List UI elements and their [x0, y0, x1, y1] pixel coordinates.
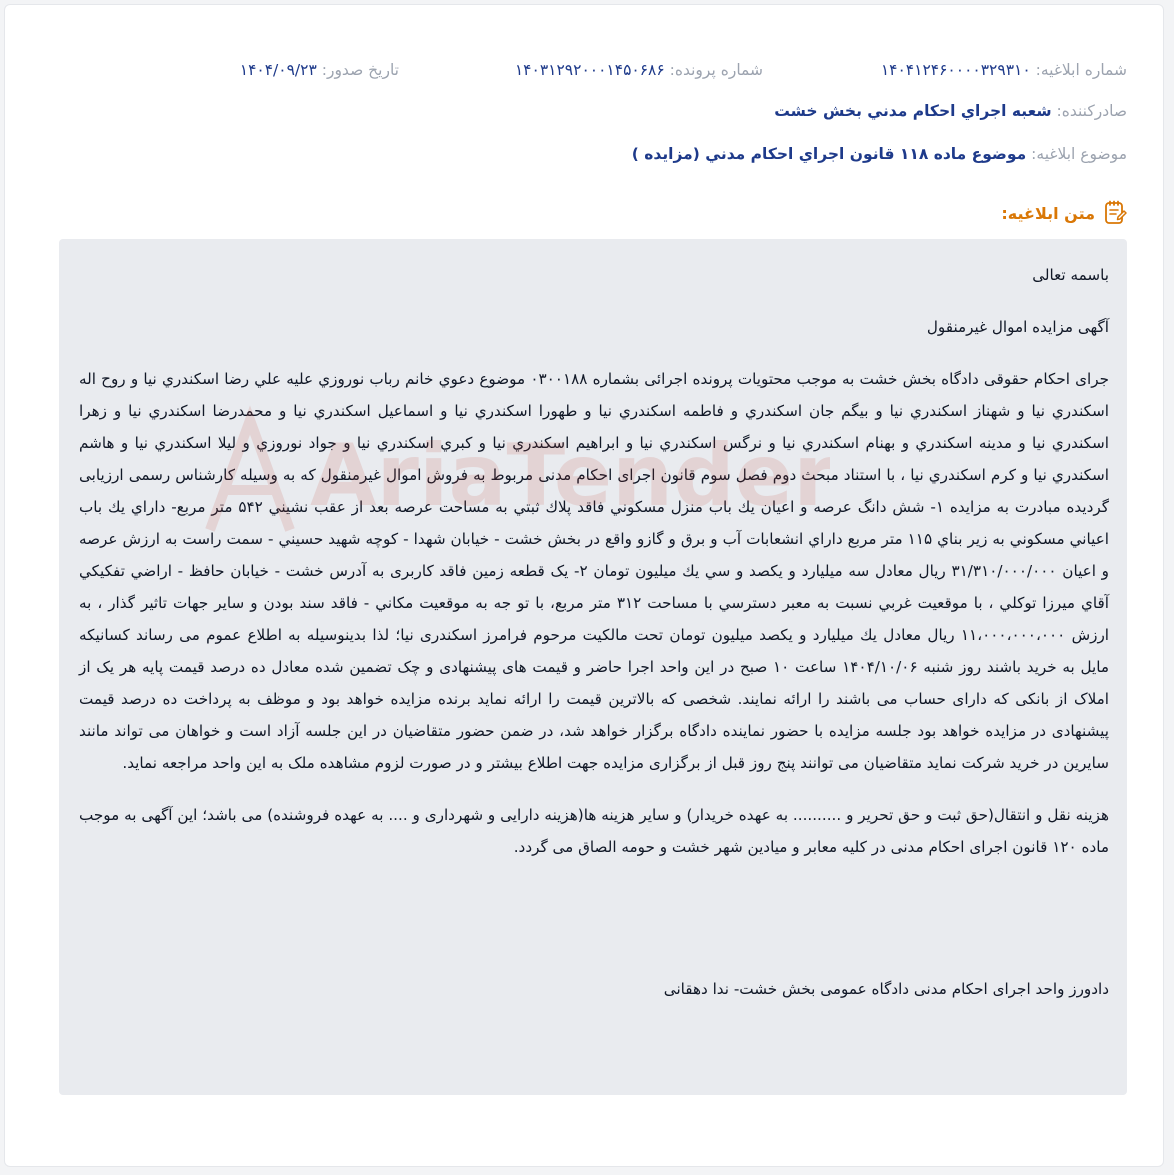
issuer-label: صادرکننده: — [1056, 102, 1127, 120]
issue-date-value: ۱۴۰۴/۰۹/۲۳ — [239, 61, 317, 79]
subject-row — [40, 140, 1127, 168]
greeting: باسمه تعالی — [1032, 266, 1109, 284]
issue-date — [240, 56, 399, 84]
notice-text-title: متن ابلاغيه: — [1001, 203, 1095, 223]
notice-heading: آگهی مزایده اموال غیرمنقول — [926, 318, 1109, 336]
case-number-label: شماره پرونده: — [669, 61, 763, 79]
issuer-row — [40, 97, 1127, 125]
notice-meta-row — [40, 56, 1127, 84]
document-text-icon — [1103, 200, 1127, 226]
notice-text-header — [1001, 198, 1127, 228]
issue-date-label: تاریخ صدور: — [321, 61, 399, 79]
subject-label: موضوع ابلاغيه: — [1031, 145, 1127, 163]
notice-paragraph-1: جرای احکام حقوقی دادگاه بخش خشت به موجب محتویات پرونده اجرائی بشماره ۰۳۰۰۱۸۸ موضوع دعوي خانم رباب نوروزي عليه علي رضا اسكندري نيا و روح اله اسكندري نيا و شهناز اسكندري نيا و بيگم جان اسكندري و فاطمه اسكندري نيا و طهورا اسكندري نيا و اسماعيل اسكندري نيا و محمدرضا اسكندري نيا و زهرا اسكندري نيا و مدينه اسكندري و بهنام اسكندري نيا و نرگس اسكندري نيا و ابراهيم اسكندري نيا و كبري اسكندري نيا و جواد نوروزي و ليلا اسكندري نيا و هاشم اسكندري نيا و كرم اسكندري نيا ، با استناد مبحث دوم فصل سوم قانون اجرای احکام مدنی مربوط به فروش اموال غیرمنقول که به وسیله کارشناس رسمی ارزیابی گردیده مبادرت به مزایده ۱- شش دانگ عرصه و اعيان يك باب منزل مسكوني فاقد پلاك ثبتي به مساحت عرصه بعد از عقب نشيني ۵۴۲ متر مربع- داراي يك باب اعياني مسكوني به زير بناي ۱۱۵ متر مربع داراي انشعابات آب و برق و گازو واقع در بخش خشت - خيابان شهدا - كوچه شهيد حسيني - سمت راست به ارزش عرصه و اعيان ۳۱/۳۱۰/۰۰۰/۰۰۰ ريال معادل سه ميليارد و يكصد و سي يك ميليون تومان ۲- يک قطعه زمين فاقد کاربری به آدرس خشت - خيابان حافظ - اراضي تفكيكي آقاي ميرزا توكلي ، با موقعيت غربي نسبت به معبر دسترسي با مساحت ۳۱۲ متر مربع، با تو جه به موقعيت مكاني - فاقد سند بودن و ساير جهات تاثير گذار ، به ارزش ۱۱،۰۰۰،۰۰۰،۰۰۰ ريال معادل يك ميليارد و يكصد ميليون تومان تحت مالكيت مرحوم فرامرز اسكندری نيا؛ لذا بدينوسيله به اطلاع عموم می رساند کسانيکه مايل به خريد باشند روز شنبه ۱۴۰۴/۱۰/۰۶ ساعت ۱۰ صبح در اين واحد اجرا حاضر و قيمت های پيشنهادی و چک تضمين شده معادل ده درصد قيمت پايه هر يک از املاک از بانکی که دارای حساب می باشند را ارائه نمايند. شخصی که بالاترين قيمت را ارائه نمايد برنده مزايده خواهد بود و موظف به پرداخت ده درصد قيمت پيشنهادی در مزايده خواهد بود جلسه مزايده با حضور نماينده دادگاه برگزار خواهد شد، در ضمن حضور متقاضيان در اين جلسه آزاد است و خواهان می تواند مانند سايرين در خريد شرکت نمايد متقاضيان می توانند پنج روز قبل از برگزاری مزايده جهت اطلاع بيشتر و در صورت لزوم مشاهده ملک به اين واحد مراجعه نمايد. — [79, 370, 1110, 772]
notice-number-value: ۱۴۰۴۱۲۴۶۰۰۰۰۳۲۹۳۱۰ — [880, 61, 1031, 79]
signature: دادورز واحد اجرای احکام مدنی دادگاه عمومی بخش خشت- ندا دهقانی — [663, 980, 1109, 998]
case-number — [515, 56, 763, 84]
notice-body — [59, 239, 1127, 1095]
subject-value: موضوع ماده ۱۱۸ قانون اجراي احكام مدني (مزايده ) — [631, 145, 1027, 163]
issuer-value: شعبه اجراي احكام مدني بخش خشت — [774, 102, 1052, 120]
notice-number — [881, 56, 1127, 84]
notice-paragraph-2: هزينه نقل و انتقال(حق ثبت و حق تحرير و .......... به عهده خريدار) و ساير هزينه ها(هزينه دارايی و شهرداری و .... به عهده فروشنده) می باشد؛ اين آگهی به موجب ماده ۱۲۰ قانون اجرای احکام مدنی در کليه معابر و ميادين شهر خشت و حومه الصاق می گردد. — [79, 806, 1109, 856]
notice-number-label: شماره ابلاغيه: — [1035, 61, 1127, 79]
case-number-value: ۱۴۰۳۱۲۹۲۰۰۰۱۴۵۰۶۸۶ — [514, 61, 665, 79]
